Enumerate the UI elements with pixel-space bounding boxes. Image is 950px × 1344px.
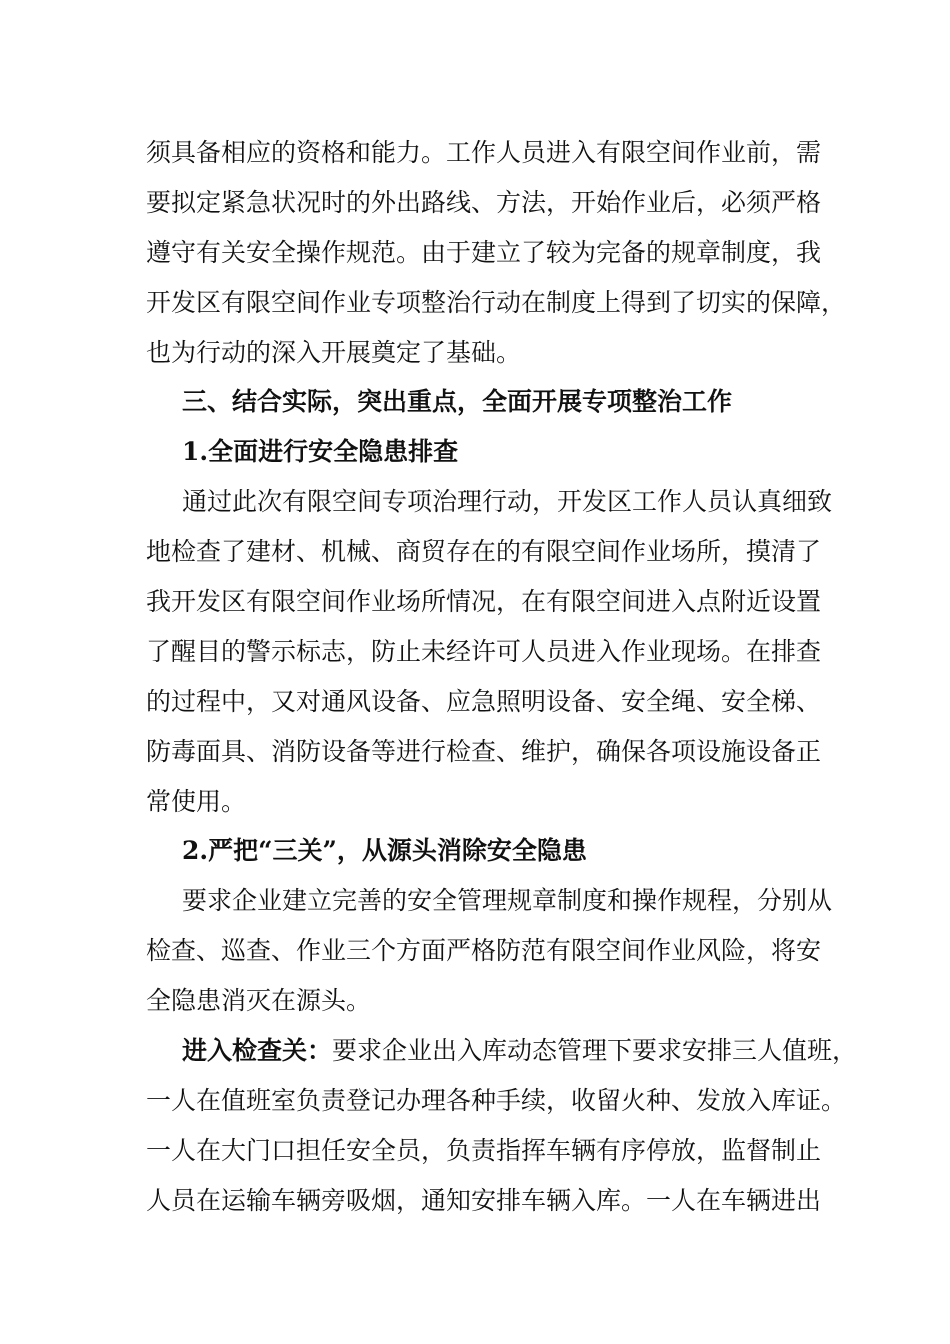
paragraph-line: 也为行动的深入开展奠定了基础。 — [146, 338, 522, 367]
paragraph-line: 常使用。 — [146, 787, 247, 816]
paragraph-line: 一人在值班室负责登记办理各种手续，收留火种、发放入库证。 — [146, 1086, 847, 1115]
paragraph-line: 的过程中，又对通风设备、应急照明设备、安全绳、安全梯、 — [146, 687, 822, 716]
paragraph-line: 遵守有关安全操作规范。由于建立了较为完备的规章制度，我 — [146, 238, 822, 267]
subsection-heading: 1.全面进行安全隐患排查 — [182, 437, 459, 466]
section-heading: 三、结合实际，突出重点，全面开展专项整治工作 — [182, 387, 733, 416]
paragraph-line: 须具备相应的资格和能力。工作人员进入有限空间作业前，需 — [146, 138, 822, 167]
paragraph-line: 通过此次有限空间专项治理行动，开发区工作人员认真细致 — [182, 487, 833, 516]
subsection-heading: 2.严把“三关”，从源头消除安全隐患 — [182, 836, 587, 865]
paragraph-line — [182, 1034, 872, 1068]
paragraph-line: 了醒目的警示标志，防止未经许可人员进入作业现场。在排查 — [146, 637, 822, 666]
paragraph-line: 全隐患消灭在源头。 — [146, 986, 372, 1015]
paragraph-line: 防毒面具、消防设备等进行检查、维护，确保各项设施设备正 — [146, 737, 822, 766]
paragraph-line: 地检查了建材、机械、商贸存在的有限空间作业场所，摸清了 — [146, 537, 822, 566]
paragraph-line: 我开发区有限空间作业场所情况，在有限空间进入点附近设置 — [146, 587, 822, 616]
paragraph-line: 要拟定紧急状况时的外出路线、方法，开始作业后，必须严格 — [146, 188, 822, 217]
inline-label: 进入检查关： — [182, 1036, 333, 1065]
paragraph-line: 开发区有限空间作业专项整治行动在制度上得到了切实的保障， — [146, 288, 847, 317]
paragraph-line: 要求企业建立完善的安全管理规章制度和操作规程，分别从 — [182, 886, 833, 915]
inline-text: 要求企业出入库动态管理下要求安排三人值班， — [332, 1036, 858, 1065]
paragraph-line: 人员在运输车辆旁吸烟，通知安排车辆入库。一人在车辆进出 — [146, 1186, 822, 1215]
paragraph-line: 一人在大门口担任安全员，负责指挥车辆有序停放，监督制止 — [146, 1136, 822, 1165]
paragraph-line: 检查、巡查、作业三个方面严格防范有限空间作业风险，将安 — [146, 936, 822, 965]
